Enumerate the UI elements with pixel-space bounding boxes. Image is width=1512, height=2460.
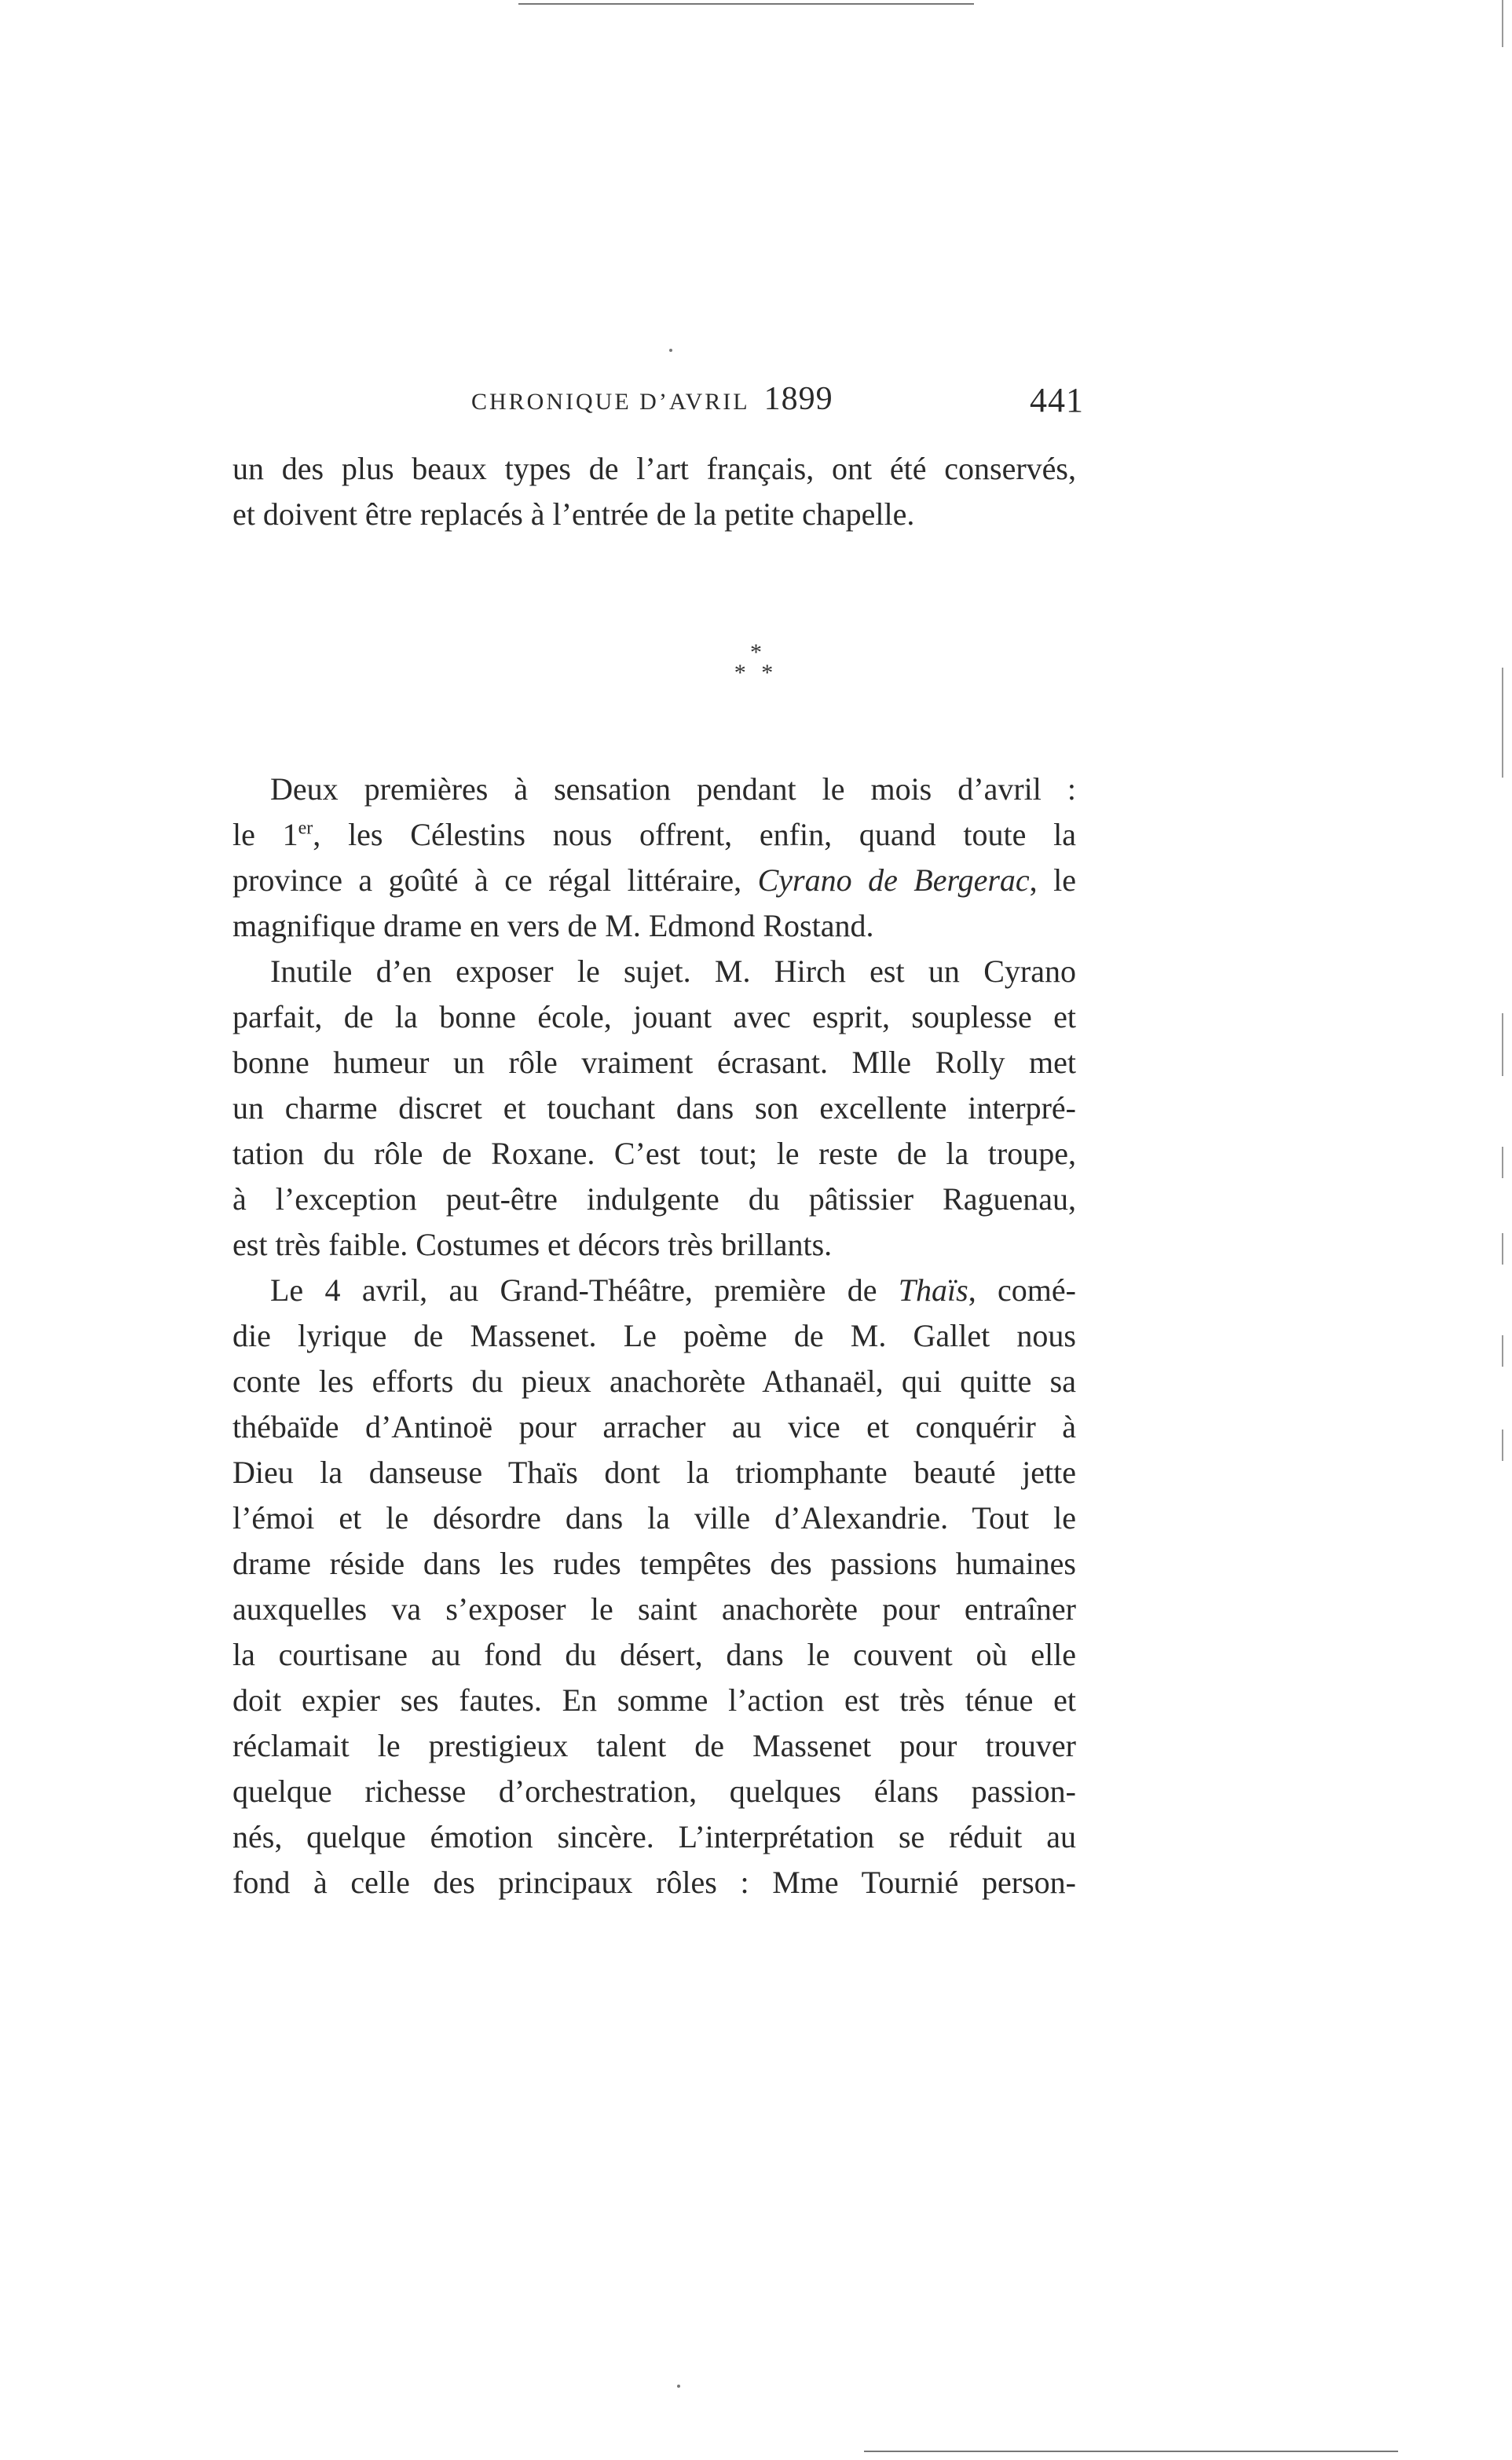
paragraph-cyrano-intro (232, 767, 1076, 949)
asterism-top-star: * (750, 639, 762, 665)
text-line: l’émoi et le désordre dans la ville d’Alexandrie. Tout le (232, 1500, 1076, 1536)
text-line: tation du rôle de Roxane. C’est tout; le reste de la troupe, (232, 1136, 1076, 1171)
text-line: bonne humeur un rôle vraiment écrasant. Mlle Rolly met (232, 1045, 1076, 1080)
right-margin-mark (1502, 668, 1503, 778)
body-text (232, 767, 1076, 1905)
text-fragment: Le 4 avril, au Grand-Théâtre, première de (270, 1272, 899, 1308)
right-margin-mark (1502, 1147, 1503, 1178)
dust-speck (677, 2385, 680, 2388)
text-line (232, 858, 1076, 903)
running-header (236, 380, 1084, 435)
text-line: nés, quelque émotion sincère. L’interprétation se réduit au (232, 1819, 1076, 1854)
chapter-title: CHRONIQUE D’AVRIL (471, 389, 750, 415)
text-line: Dieu la danseuse Thaïs dont la triomphante beauté jette (232, 1455, 1076, 1490)
right-margin-mark (1502, 1430, 1503, 1461)
text-line: die lyrique de Massenet. Le poème de M. Gallet nous (232, 1318, 1076, 1353)
paragraph-cyrano-review (232, 949, 1076, 1268)
text-line: fond à celle des principaux rôles : Mme Tournié person- (232, 1865, 1076, 1900)
text-fragment: le 1 (232, 817, 298, 852)
text-line: magnifique drame en vers de M. Edmond Rostand. (232, 908, 874, 943)
text-line: et doivent être replacés à l’entrée de la petite chapelle. (232, 496, 915, 532)
superscript-er: er (298, 818, 313, 839)
text-fragment: , les Célestins nous offrent, enfin, quand toute la (313, 817, 1076, 852)
paragraph-continuation (232, 446, 1076, 537)
right-margin-mark (1502, 0, 1503, 47)
text-line: parfait, de la bonne école, jouant avec esprit, souplesse et (232, 999, 1076, 1034)
page-number: 441 (1030, 381, 1084, 419)
text-fragment: , comé- (968, 1272, 1076, 1308)
right-margin-mark (1502, 1233, 1503, 1265)
text-line (232, 812, 1076, 858)
dust-speck (669, 349, 672, 352)
text-line: la courtisane au fond du désert, dans le couvent où elle (232, 1637, 1076, 1672)
running-title (471, 380, 833, 418)
text-line: un charme discret et touchant dans son excellente interpré- (232, 1090, 1076, 1126)
work-title-thais: Thaïs (898, 1272, 968, 1308)
text-fragment: province a goûté à ce régal littéraire, (232, 862, 758, 898)
text-fragment: , le (1029, 862, 1077, 898)
text-line: thébaïde d’Antinoë pour arracher au vice et conquérir à (232, 1409, 1076, 1444)
text-line: un des plus beaux types de l’art français, ont été conservés, (232, 451, 1076, 486)
text-line (232, 1268, 1076, 1313)
bottom-scan-rule (864, 2451, 1398, 2452)
text-line: quelque richesse d’orchestration, quelques élans passion- (232, 1774, 1076, 1809)
text-line: à l’exception peut-être indulgente du pâtissier Raguenau, (232, 1181, 1076, 1217)
section-asterism (0, 639, 1512, 686)
text-line: auxquelles va s’exposer le saint anachorète pour entraîner (232, 1591, 1076, 1627)
text-line: est très faible. Costumes et décors très brillants. (232, 1227, 833, 1262)
top-scan-rule (518, 3, 974, 5)
asterism-bottom-stars: * * (734, 660, 778, 686)
text-line: doit expier ses fautes. En somme l’action est très ténue et (232, 1682, 1076, 1718)
text-line: réclamait le prestigieux talent de Massenet pour trouver (232, 1728, 1076, 1763)
text-line: Deux premières à sensation pendant le mois d’avril : (270, 771, 1076, 807)
text-line: Inutile d’en exposer le sujet. M. Hirch est un Cyrano (270, 954, 1076, 989)
text-line: conte les efforts du pieux anachorète Athanaël, qui quitte sa (232, 1364, 1076, 1399)
text-line: drame réside dans les rudes tempêtes des passions humaines (232, 1546, 1076, 1581)
right-margin-mark (1502, 1013, 1503, 1076)
continuation-text (232, 446, 1076, 537)
chapter-year: 1899 (763, 381, 833, 417)
right-margin-mark (1502, 1335, 1503, 1367)
work-title-cyrano: Cyrano de Bergerac (757, 862, 1030, 898)
paragraph-thais (232, 1268, 1076, 1905)
